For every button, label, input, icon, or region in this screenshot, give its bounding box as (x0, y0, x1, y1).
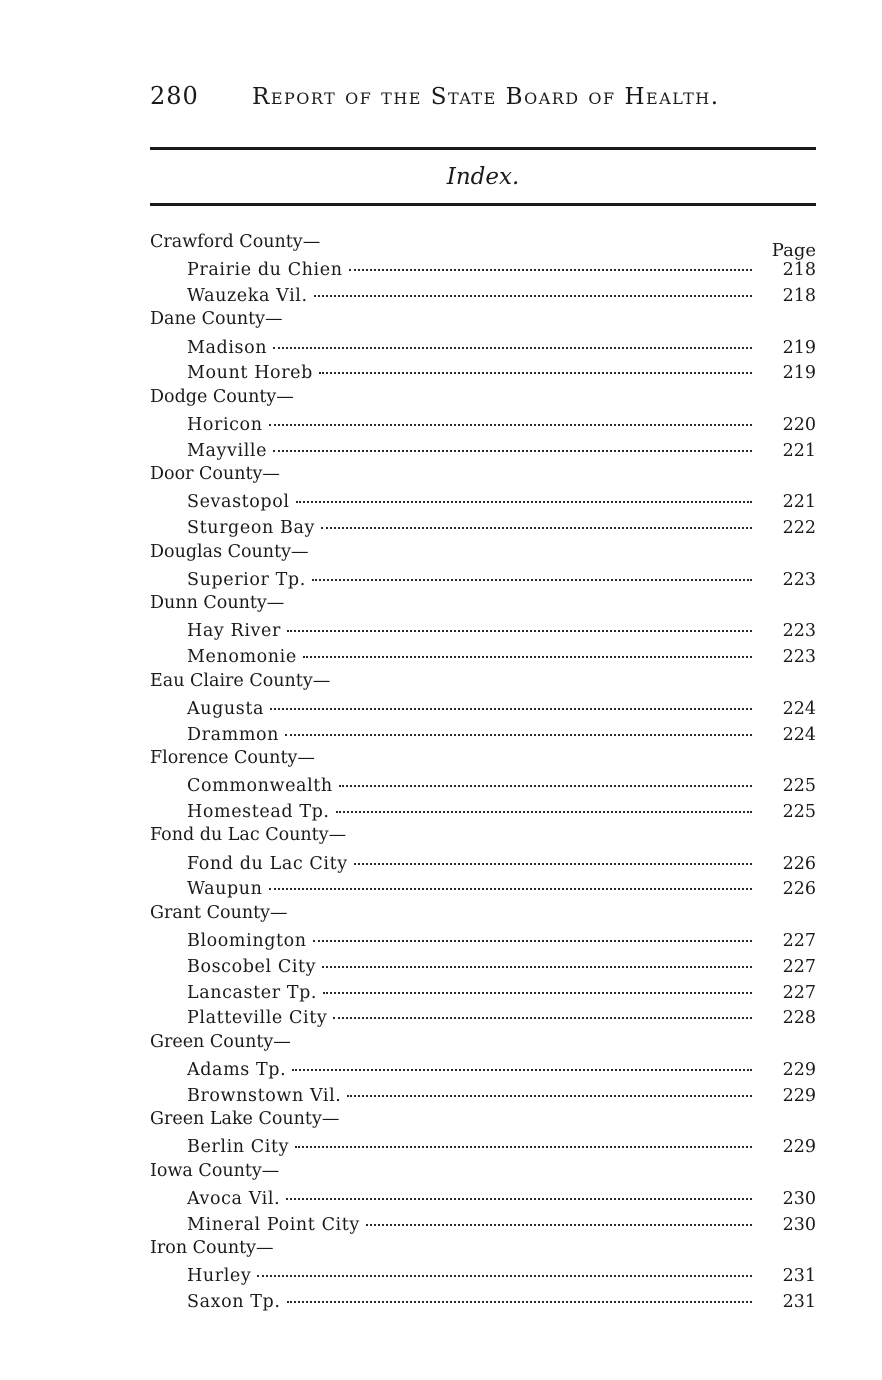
page-reference: 231 (782, 1292, 816, 1313)
top-rule (150, 147, 816, 150)
dot-leader (295, 1129, 752, 1149)
page-reference: 225 (782, 802, 816, 823)
place-name: Waupun (187, 879, 263, 900)
place-name: Bloomington (187, 931, 307, 952)
place-name: Sevastopol (187, 492, 290, 513)
dot-leader (287, 1284, 753, 1304)
dot-leader (257, 1258, 752, 1278)
county-heading: Florence County— (150, 747, 315, 768)
page-reference: 223 (782, 621, 816, 642)
page-header (150, 82, 816, 118)
county-heading: Grant County— (150, 902, 288, 923)
dot-leader (296, 484, 752, 504)
section-heading: Index. (446, 164, 520, 190)
index-entry (150, 643, 816, 669)
dot-leader (339, 768, 752, 788)
place-name: Berlin City (187, 1137, 290, 1158)
county-heading: Door County— (150, 464, 280, 485)
county-heading: Iowa County— (150, 1160, 280, 1181)
page-reference: 226 (782, 879, 816, 900)
place-name: Superior Tp. (187, 569, 306, 590)
dot-leader (303, 639, 752, 659)
dot-leader (287, 613, 752, 633)
place-name: Boscobel City (187, 956, 317, 977)
dot-leader (323, 974, 752, 994)
county-heading: Crawford County— (150, 232, 321, 252)
index-entry (150, 1133, 816, 1159)
page-reference: 227 (782, 956, 816, 977)
dot-leader (319, 355, 752, 375)
dot-leader (366, 1206, 752, 1226)
page-reference: 226 (782, 853, 816, 874)
county-heading: Dunn County— (150, 593, 285, 614)
dot-leader (273, 432, 752, 452)
place-name: Hay River (187, 621, 281, 642)
place-name: Homestead Tp. (187, 802, 330, 823)
dot-leader (347, 1077, 752, 1097)
dot-leader (313, 923, 752, 943)
place-name: Madison (187, 337, 268, 358)
dot-leader (270, 690, 752, 710)
page-reference: 219 (782, 363, 816, 384)
page-reference: 221 (782, 440, 816, 461)
page-reference: 221 (782, 492, 816, 513)
place-name: Mayville (187, 440, 268, 461)
county-heading: Iron County— (150, 1238, 274, 1259)
dot-leader (336, 794, 752, 814)
page-reference: 230 (782, 1188, 816, 1209)
index-entry (150, 1004, 816, 1030)
place-name: Commonwealth (187, 776, 333, 797)
bottom-rule (150, 203, 816, 206)
index-entry (150, 565, 816, 591)
dot-leader (269, 407, 752, 427)
page-reference: 218 (782, 260, 816, 281)
page-reference: 223 (782, 569, 816, 590)
dot-leader (322, 948, 752, 968)
index-entry (150, 359, 816, 385)
page-reference: 218 (782, 286, 816, 307)
dot-leader (286, 1180, 752, 1200)
dot-leader (333, 1000, 752, 1020)
index-entry (150, 1210, 816, 1236)
page-reference: 227 (782, 982, 816, 1003)
dot-leader (269, 871, 752, 891)
place-name: Lancaster Tp. (187, 982, 318, 1003)
county-heading: Dane County— (150, 309, 283, 330)
place-name: Platteville City (187, 1008, 328, 1029)
county-heading: Eau Claire County— (150, 670, 331, 691)
place-name: Prairie du Chien (187, 260, 343, 281)
county-heading: Green County— (150, 1031, 291, 1052)
place-name: Saxon Tp. (187, 1292, 281, 1313)
index-entry (150, 514, 816, 540)
dot-leader (273, 329, 752, 349)
page-reference: 225 (782, 776, 816, 797)
county-heading: Fond du Lac County— (150, 825, 347, 846)
running-title: Report of the State Board of Health. (252, 84, 720, 110)
page-reference: 229 (782, 1137, 816, 1158)
page-reference: 231 (782, 1266, 816, 1287)
place-name: Avoca Vil. (187, 1188, 281, 1209)
place-name: Drammon (187, 724, 280, 745)
place-name: Mineral Point City (187, 1214, 360, 1235)
place-name: Fond du Lac City (187, 853, 348, 874)
page-reference: 223 (782, 647, 816, 668)
place-name: Mount Horeb (187, 363, 313, 384)
county-heading: Douglas County— (150, 541, 309, 562)
county-heading: Dodge County— (150, 386, 294, 407)
place-name: Wauzeka Vil. (187, 286, 308, 307)
place-name: Augusta (187, 698, 265, 719)
dot-leader (321, 510, 752, 530)
page-reference: 229 (782, 1060, 816, 1080)
page-reference: 228 (782, 1008, 816, 1029)
page-reference: 227 (782, 931, 816, 952)
dot-leader (349, 252, 752, 272)
index-entry (150, 720, 816, 746)
place-name: Adams Tp. (187, 1060, 287, 1080)
page-reference: 219 (782, 337, 816, 358)
index-list (150, 230, 816, 1313)
index-entry (150, 798, 816, 824)
index-entry (150, 1081, 816, 1107)
dot-leader (292, 1052, 752, 1072)
index-entry (150, 436, 816, 462)
place-name: Brownstown Vil. (187, 1085, 342, 1106)
index-entry (150, 875, 816, 901)
dot-leader (354, 845, 752, 865)
place-name: Menomonie (187, 647, 297, 668)
page-reference: 224 (782, 698, 816, 719)
place-name: Hurley (187, 1266, 252, 1287)
page-column-label: Page (771, 240, 816, 261)
dot-leader (285, 716, 752, 736)
page-reference: 230 (782, 1214, 816, 1235)
place-name: Horicon (187, 415, 263, 436)
place-name: Sturgeon Bay (187, 518, 315, 539)
dot-leader (312, 561, 752, 581)
page-reference: 229 (782, 1085, 816, 1106)
page-reference: 224 (782, 724, 816, 745)
dot-leader (314, 278, 752, 298)
county-heading: Green Lake County— (150, 1109, 340, 1130)
page-reference: 220 (782, 415, 816, 436)
index-entry (150, 282, 816, 308)
page-reference: 222 (782, 518, 816, 539)
page-number: 280 (150, 82, 199, 110)
index-entry (150, 1288, 816, 1314)
